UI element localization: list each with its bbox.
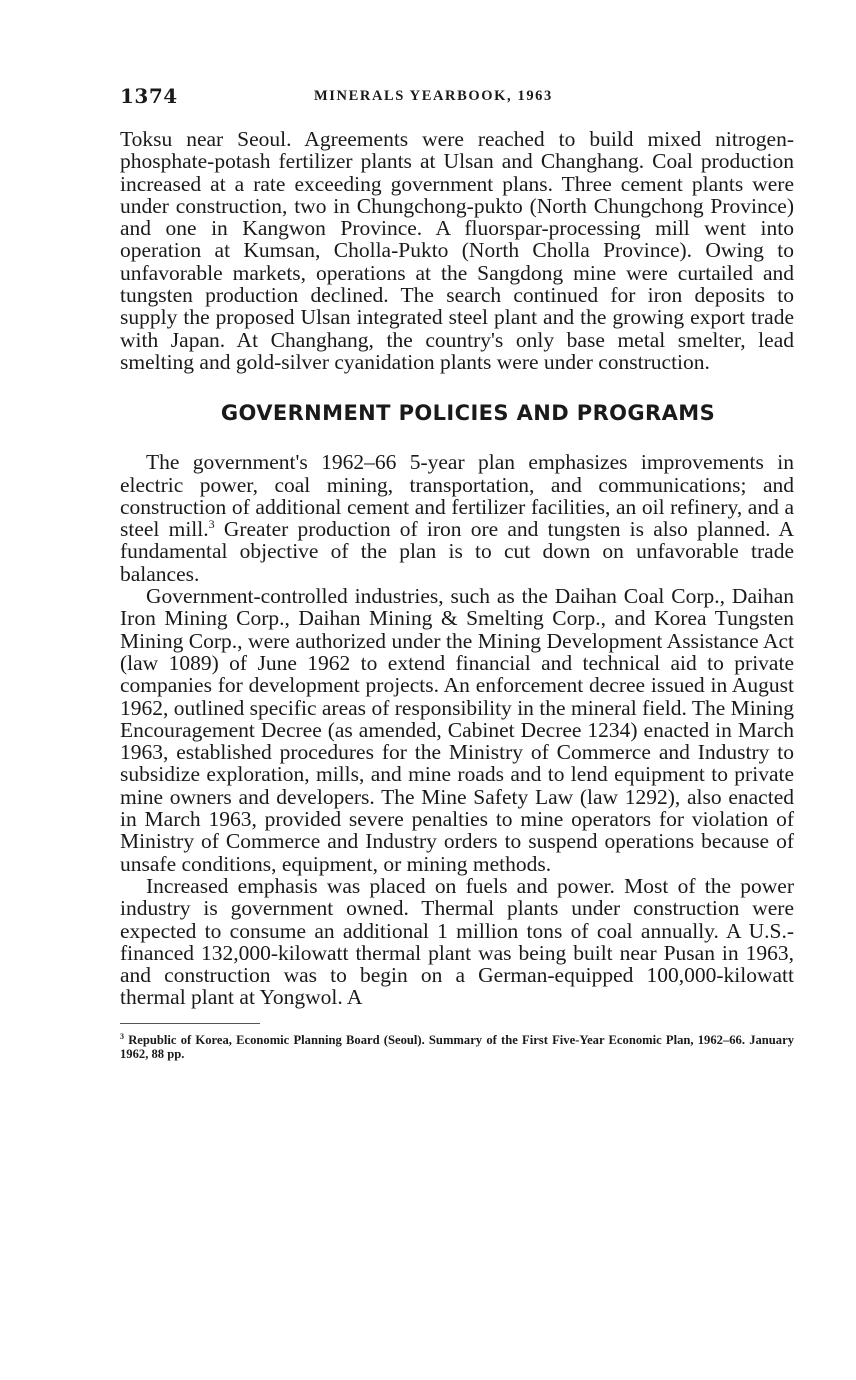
page-number: 1374 (120, 84, 178, 108)
footnote-reference: 3 (208, 517, 215, 531)
running-head (120, 80, 794, 114)
paragraph-government-industries: Government-controlled industries, such as the Daihan Coal Corp., Daihan Iron Mining Corp., Daihan Mining & Smelting Corp., and Korea Tungsten Mining Corp., were authorized under the Mining Development Assistance Act (law 1089) of June 1962 to extend financial and technical aid to private companies for development projects. An enforcement decree issued in August 1962, outlined specific areas of responsibility in the mineral field. The Mining Encouragement Decree (as amended, Cabinet Decree 1234) enacted in March 1963, established procedures for the Ministry of Commerce and Industry to subsidize exploration, mills, and mine roads and to lend equipment to private mine owners and developers. The Mine Safety Law (law 1292), also enacted in March 1963, provided severe penalties to mine operators for violation of Ministry of Commerce and Industry orders to suspend operations because of unsafe conditions, equipment, or mining methods. (120, 584, 794, 876)
paragraph-intro: Toksu near Seoul. Agreements were reached to build mixed nitrogen-phosphate-potash fertilizer plants at Ulsan and Changhang. Coal production increased at a rate exceeding government plans. Three cement plants were under construction, two in Chungchong-pukto (North Chungchong Province) and one in Kangwon Province. A fluorspar-processing mill went into operation at Kumsan, Cholla-Pukto (North Cholla Province). Owing to unfavorable markets, operations at the Sangdong mine were curtailed and tungsten production declined. The search continued for iron deposits to supply the proposed Ulsan integrated steel plant and the growing export trade with Japan. At Changhang, the country's only base metal smelter, lead smelting and gold-silver cyanidation plants were under construction. (120, 127, 794, 374)
page (120, 80, 794, 1061)
footnote (120, 1030, 794, 1061)
plan-text-after-ref: Greater production of iron ore and tungsten is also planned. A fundamental objective of the plan is to cut down on unfavorable trade balances. (120, 517, 794, 586)
footnote-divider (120, 1023, 260, 1024)
plan-text-before-ref: The government's 1962–66 5-year plan emphasizes improvements in electric power, coal mining, transportation, and communications; and construction of additional cement and fertilizer facilities, an oil refinery, and a steel mill. (120, 450, 794, 542)
running-title: MINERALS YEARBOOK, 1963 (314, 88, 553, 104)
paragraph-five-year-plan (120, 451, 794, 585)
section-heading: GOVERNMENT POLICIES AND PROGRAMS (220, 401, 716, 426)
footnote-text: Republic of Korea, Economic Planning Board (Seoul). Summary of the First Five-Year Economic Plan, 1962–66. January 1962, 88 pp. (120, 1032, 794, 1061)
footnote-mark: 3 (120, 1031, 124, 1041)
paragraph-fuels-and-power: Increased emphasis was placed on fuels and power. Most of the power industry is government owned. Thermal plants under construction were expected to consume an additional 1 million tons of coal annually. A U.S.-financed 132,000-kilowatt thermal plant was being built near Pusan in 1963, and construction was to begin on a German-equipped 100,000-kilowatt thermal plant at Yongwol. A (120, 873, 794, 1010)
